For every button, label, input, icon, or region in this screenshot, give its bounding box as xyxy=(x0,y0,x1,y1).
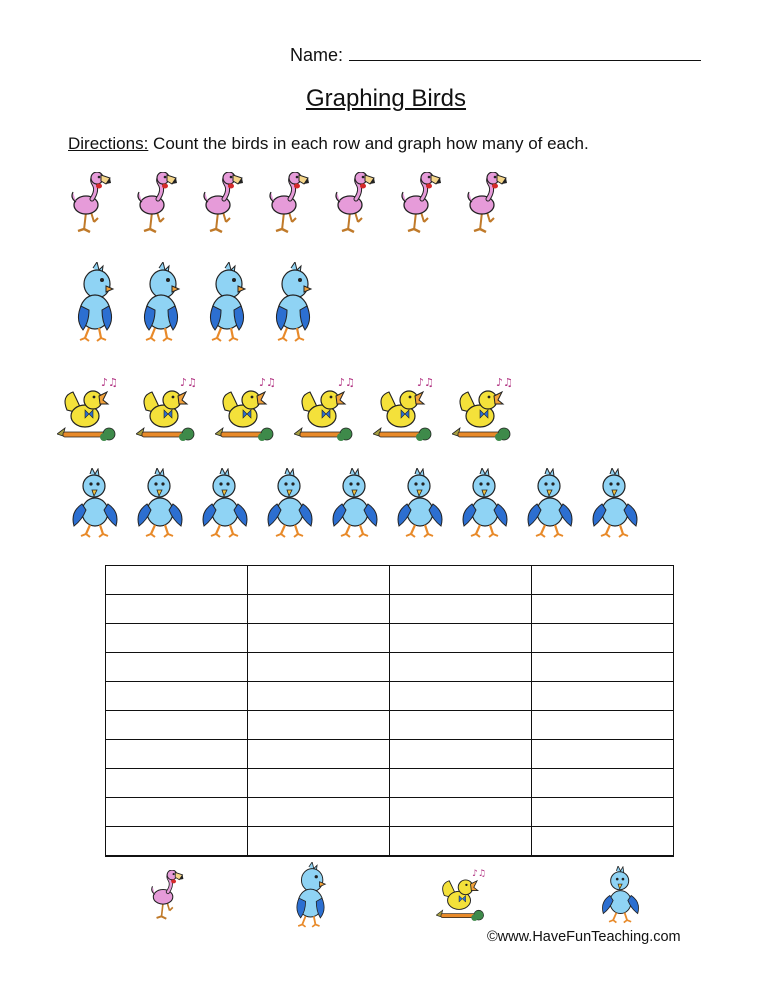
yellow-bird-icon xyxy=(136,374,198,446)
graph-row xyxy=(106,740,674,769)
graph-row xyxy=(106,682,674,711)
blue-bird-icon xyxy=(294,862,327,931)
blue-parrot-icon xyxy=(525,468,575,540)
graph-cell[interactable] xyxy=(532,740,674,769)
blue-parrot-icon xyxy=(330,468,380,540)
graph-cell[interactable] xyxy=(106,566,248,595)
yellow-bird-icon xyxy=(57,374,119,446)
graph-cell[interactable] xyxy=(390,682,532,711)
copyright: ©www.HaveFunTeaching.com xyxy=(487,929,681,945)
graph-table[interactable] xyxy=(105,565,674,857)
graph-cell[interactable] xyxy=(106,653,248,682)
flamingo-icon xyxy=(64,172,114,236)
flamingo-icon xyxy=(145,870,186,922)
graph-cell[interactable] xyxy=(248,769,390,798)
graph-cell[interactable] xyxy=(106,682,248,711)
graph-row xyxy=(106,769,674,798)
blue-parrot-icon xyxy=(460,468,510,540)
yellow-bird-icon xyxy=(452,374,514,446)
graph-row xyxy=(106,624,674,653)
yellow-bird-icon xyxy=(436,866,487,925)
flamingo-icon xyxy=(130,172,180,236)
graph-cell[interactable] xyxy=(532,827,674,857)
graph-cell[interactable] xyxy=(390,624,532,653)
flamingo-icon xyxy=(262,172,312,236)
graph-row xyxy=(106,566,674,595)
graph-cell[interactable] xyxy=(532,798,674,827)
blue-parrot-icon xyxy=(590,468,640,540)
graph-cell[interactable] xyxy=(248,827,390,857)
graph-cell[interactable] xyxy=(390,653,532,682)
graph-row xyxy=(106,827,674,857)
graph-cell[interactable] xyxy=(248,653,390,682)
graph-cell[interactable] xyxy=(248,595,390,624)
graph-cell[interactable] xyxy=(248,682,390,711)
blue-parrot-icon xyxy=(395,468,445,540)
name-label: Name: xyxy=(290,45,344,65)
directions-label: Directions: xyxy=(68,134,149,153)
blue-bird-icon xyxy=(273,262,313,346)
name-field[interactable] xyxy=(290,44,701,66)
graph-cell[interactable] xyxy=(106,798,248,827)
blue-parrot-icon xyxy=(135,468,185,540)
graph-cell[interactable] xyxy=(390,711,532,740)
blue-parrot-icon xyxy=(265,468,315,540)
graph-cell[interactable] xyxy=(390,827,532,857)
blue-bird-icon xyxy=(141,262,181,346)
graph-row xyxy=(106,798,674,827)
yellow-bird-icon xyxy=(373,374,435,446)
graph-cell[interactable] xyxy=(390,566,532,595)
graph-cell[interactable] xyxy=(390,595,532,624)
graph-cell[interactable] xyxy=(106,624,248,653)
graph-cell[interactable] xyxy=(532,682,674,711)
graph-cell[interactable] xyxy=(248,566,390,595)
blue-bird-icon xyxy=(207,262,247,346)
directions xyxy=(68,134,589,154)
blue-parrot-icon xyxy=(70,468,120,540)
flamingo-icon xyxy=(196,172,246,236)
graph-cell[interactable] xyxy=(532,769,674,798)
graph-cell[interactable] xyxy=(106,595,248,624)
graph-cell[interactable] xyxy=(106,711,248,740)
flamingo-icon xyxy=(394,172,444,236)
yellow-bird-icon xyxy=(294,374,356,446)
graph-cell[interactable] xyxy=(106,827,248,857)
graph-cell[interactable] xyxy=(390,769,532,798)
name-blank-line[interactable] xyxy=(349,44,701,61)
worksheet-title: Graphing Birds xyxy=(305,85,467,112)
graph-cell[interactable] xyxy=(106,769,248,798)
graph-cell[interactable] xyxy=(532,711,674,740)
graph-cell[interactable] xyxy=(532,566,674,595)
graph-cell[interactable] xyxy=(106,740,248,769)
graph-cell[interactable] xyxy=(248,740,390,769)
flamingo-icon xyxy=(460,172,510,236)
directions-text: Count the birds in each row and graph how many of each. xyxy=(148,134,589,153)
graph-cell[interactable] xyxy=(248,798,390,827)
graph-row xyxy=(106,595,674,624)
graph-cell[interactable] xyxy=(248,624,390,653)
graph-cell[interactable] xyxy=(390,798,532,827)
graph-row xyxy=(106,653,674,682)
flamingo-icon xyxy=(328,172,378,236)
graph-cell[interactable] xyxy=(532,653,674,682)
graph-cell[interactable] xyxy=(390,740,532,769)
graph-cell[interactable] xyxy=(532,595,674,624)
graph-cell[interactable] xyxy=(532,624,674,653)
graph-row xyxy=(106,711,674,740)
blue-bird-icon xyxy=(75,262,115,346)
yellow-bird-icon xyxy=(215,374,277,446)
blue-parrot-icon xyxy=(600,866,641,925)
blue-parrot-icon xyxy=(200,468,250,540)
graph-cell[interactable] xyxy=(248,711,390,740)
